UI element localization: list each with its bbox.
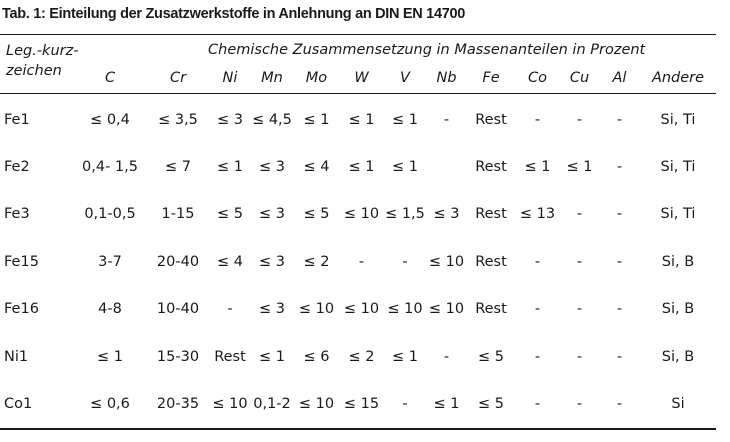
table-cell: ≤ 10 <box>343 301 380 318</box>
composition-group-header: Chemische Zusammensetzung in Massenanteilen in Prozent <box>208 42 646 58</box>
table-cell: ≤ 1 <box>392 111 418 128</box>
table-cell: Rest <box>214 348 246 365</box>
table-cell: ≤ 1 <box>566 159 593 176</box>
column-header: Cr <box>169 70 187 86</box>
table-row <box>0 333 716 380</box>
table-cell: ≤ 1 <box>217 159 243 176</box>
table-cell: Si, Ti <box>660 159 696 176</box>
column-header: Co <box>528 70 547 86</box>
table-cell: - <box>576 396 583 413</box>
table-cell: ≤ 1 <box>348 111 375 128</box>
table-cell: ≤ 10 <box>212 396 248 413</box>
table-cell: - <box>576 111 583 128</box>
table-cell: ≤ 0,6 <box>90 396 130 413</box>
alloy-code: Fe3 <box>4 206 30 223</box>
table-cell: ≤ 2 <box>348 348 375 365</box>
table-cell: ≤ 1 <box>392 159 418 176</box>
table-cell: Rest <box>475 301 507 318</box>
table-cell: ≤ 6 <box>303 348 330 365</box>
table-cell: ≤ 1 <box>97 348 123 365</box>
column-header: V <box>400 70 410 86</box>
table-cell: Si, B <box>661 253 695 270</box>
column-header: Mn <box>261 70 283 86</box>
table-cell: - <box>534 111 541 128</box>
column-header-row <box>0 66 716 90</box>
table-cell: ≤ 1,5 <box>385 206 425 223</box>
table-cell: ≤ 5 <box>478 396 504 413</box>
column-header: Nb <box>436 70 457 86</box>
table-cell: 0,1-2 <box>253 396 291 413</box>
table-cell: - <box>227 301 233 318</box>
table-cell: Si, Ti <box>660 111 696 128</box>
table-cell: - <box>402 396 408 413</box>
alloy-code: Fe2 <box>4 159 30 176</box>
table-cell: ≤ 10 <box>343 206 380 223</box>
table-cell: - <box>534 396 541 413</box>
table-cell: - <box>534 301 541 318</box>
table-cell: ≤ 4 <box>303 159 330 176</box>
column-header-blank <box>0 66 74 90</box>
table-cell: ≤ 4,5 <box>252 111 292 128</box>
column-header: Cu <box>569 70 590 86</box>
table-cell: - <box>576 206 583 223</box>
table-cell: ≤ 3,5 <box>158 111 198 128</box>
table-cell: - <box>616 396 623 413</box>
table-cell: - <box>616 301 623 318</box>
table-row <box>0 380 716 427</box>
table-cell: - <box>576 348 583 365</box>
table-cell <box>426 143 467 190</box>
table-row <box>0 286 716 333</box>
table-cell: - <box>358 253 365 270</box>
table-cell: ≤ 10 <box>428 301 465 318</box>
table-cell: - <box>534 253 541 270</box>
table-cell: Si, Ti <box>660 206 696 223</box>
table-row <box>0 238 716 285</box>
table-cell: Rest <box>475 206 507 223</box>
table-row <box>0 96 716 143</box>
table-cell: ≤ 1 <box>392 348 418 365</box>
table-row <box>0 191 716 238</box>
table-cell: ≤ 1 <box>259 348 285 365</box>
table-cell: ≤ 10 <box>428 253 465 270</box>
table-cell: ≤ 3 <box>259 159 285 176</box>
table-cell: - <box>616 348 623 365</box>
column-header: Andere <box>651 70 705 86</box>
table-cell: ≤ 1 <box>303 111 330 128</box>
table-cell: 0,4- 1,5 <box>82 159 138 176</box>
table-cell: 20-35 <box>156 396 200 413</box>
table-cell: ≤ 1 <box>348 159 375 176</box>
table-cell: 20-40 <box>156 253 200 270</box>
table-cell: - <box>616 253 623 270</box>
table-cell: 1-15 <box>161 206 195 223</box>
table-row <box>0 143 716 190</box>
table-cell: 3-7 <box>98 253 122 270</box>
alloy-code: Co1 <box>4 396 33 413</box>
bottom-rule <box>0 428 716 430</box>
table-cell: ≤ 3 <box>259 253 285 270</box>
table-cell: ≤ 10 <box>298 396 335 413</box>
top-rule <box>0 34 716 35</box>
column-header: W <box>354 70 369 86</box>
table-cell: - <box>616 111 623 128</box>
alloy-code: Fe16 <box>4 301 39 318</box>
alloy-code: Ni1 <box>4 348 29 365</box>
alloy-code: Fe1 <box>4 111 30 128</box>
table-cell: - <box>443 348 450 365</box>
table-cell: ≤ 5 <box>478 348 504 365</box>
table-cell: ≤ 5 <box>303 206 330 223</box>
table-cell: ≤ 15 <box>343 396 380 413</box>
column-header: C <box>104 70 116 86</box>
table-cell: Si, B <box>661 301 695 318</box>
table-cell: - <box>616 206 623 223</box>
table-cell: 15-30 <box>156 348 200 365</box>
table-cell: ≤ 7 <box>165 159 191 176</box>
table-cell: ≤ 10 <box>298 301 335 318</box>
table-cell: 10-40 <box>156 301 200 318</box>
table-cell: ≤ 1 <box>433 396 460 413</box>
column-header: Fe <box>482 70 500 86</box>
table-cell: ≤ 5 <box>217 206 243 223</box>
table-cell: ≤ 1 <box>524 159 551 176</box>
table-cell: ≤ 3 <box>259 206 285 223</box>
table-cell: - <box>616 159 623 176</box>
table-cell: - <box>576 253 583 270</box>
table-cell: ≤ 3 <box>217 111 243 128</box>
table-cell: ≤ 2 <box>303 253 330 270</box>
table-cell: ≤ 13 <box>519 206 556 223</box>
table-cell: Rest <box>475 253 507 270</box>
table-cell: Si, B <box>661 348 695 365</box>
table-cell: Rest <box>475 159 507 176</box>
composition-table <box>0 96 716 428</box>
table-cell: - <box>534 348 541 365</box>
table-cell: - <box>576 301 583 318</box>
table-cell: Rest <box>475 111 507 128</box>
table-cell: ≤ 10 <box>387 301 423 318</box>
column-header: Al <box>612 70 627 86</box>
table-cell: 4-8 <box>98 301 122 318</box>
column-header: Ni <box>222 70 238 86</box>
table-caption: Tab. 1: Einteilung der Zusatzwerkstoffe in Anlehnung an DIN EN 14700 <box>2 6 466 22</box>
table-cell: Si <box>671 396 685 413</box>
header-rule <box>0 93 716 94</box>
table-cell: ≤ 3 <box>433 206 460 223</box>
alloy-code: Fe15 <box>4 253 39 270</box>
table-cell: - <box>443 111 450 128</box>
leg-kurzzeichen-header: Leg.-kurz-zeichen <box>6 43 79 79</box>
table-cell: ≤ 0,4 <box>90 111 130 128</box>
table-cell: ≤ 3 <box>259 301 285 318</box>
table-cell: ≤ 4 <box>217 253 243 270</box>
column-header: Mo <box>305 70 328 86</box>
table-cell: - <box>402 253 408 270</box>
table-cell: 0,1-0,5 <box>84 206 136 223</box>
